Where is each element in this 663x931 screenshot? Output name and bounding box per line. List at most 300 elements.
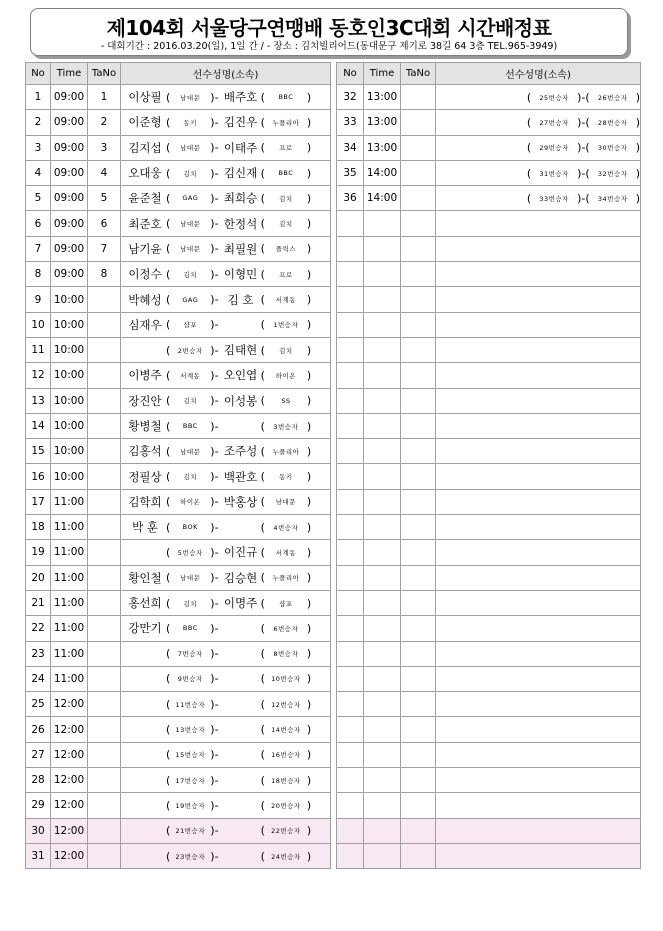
player-affiliation: 남대문 bbox=[180, 245, 201, 254]
punct: ) bbox=[306, 495, 312, 509]
table-row bbox=[26, 641, 331, 666]
punct: ( bbox=[166, 343, 171, 357]
punct: ) bbox=[306, 419, 312, 433]
player-name: 강만기 bbox=[128, 621, 162, 636]
punct: ) bbox=[577, 115, 582, 129]
table-row bbox=[337, 793, 641, 818]
cell-empty bbox=[337, 413, 364, 438]
player-affiliation: 누플리아 bbox=[272, 118, 300, 127]
cell-match bbox=[121, 540, 331, 565]
punct: ( bbox=[260, 672, 265, 686]
punct: ( bbox=[166, 824, 171, 838]
player-affiliation: 서계동 bbox=[180, 371, 201, 380]
punct: - bbox=[214, 470, 219, 484]
cell-empty bbox=[436, 287, 641, 312]
player-1 bbox=[124, 418, 215, 434]
punct: ( bbox=[260, 470, 265, 484]
player-2 bbox=[221, 241, 312, 257]
player-2 bbox=[221, 570, 312, 586]
punct: ( bbox=[166, 293, 171, 307]
table-row bbox=[337, 85, 641, 110]
punct: ( bbox=[260, 723, 265, 737]
punct: ) bbox=[306, 343, 312, 357]
match-line bbox=[124, 570, 330, 586]
player-name: 박 훈 bbox=[132, 520, 158, 535]
match-line bbox=[124, 292, 330, 308]
cell-time: 11:00 bbox=[51, 515, 88, 540]
player-name: 김승현 bbox=[223, 570, 258, 585]
cell-empty bbox=[401, 717, 436, 742]
table-row bbox=[26, 489, 331, 514]
punct: ) bbox=[306, 672, 312, 686]
punct: ( bbox=[260, 545, 265, 559]
player-affiliation: 32번승자 bbox=[597, 169, 628, 178]
cell-empty bbox=[364, 236, 401, 261]
punct: ( bbox=[260, 495, 265, 509]
cell-no: 26 bbox=[26, 717, 51, 742]
player-affiliation: 12번승자 bbox=[271, 700, 301, 709]
cell-empty bbox=[401, 439, 436, 464]
cell-match bbox=[121, 464, 331, 489]
cell-no: 30 bbox=[26, 818, 51, 843]
col-header-time: Time bbox=[51, 63, 88, 85]
table-row bbox=[26, 768, 331, 793]
player-name: 최희승 bbox=[223, 191, 258, 206]
player-name: 박혜성 bbox=[128, 292, 162, 307]
punct: ( bbox=[166, 115, 171, 129]
cell-match bbox=[121, 439, 331, 464]
punct: ( bbox=[166, 470, 171, 484]
table-row bbox=[26, 262, 331, 287]
player-affiliation: 21번승자 bbox=[175, 827, 206, 836]
player-affiliation: 김치 bbox=[183, 473, 198, 482]
punct: - bbox=[214, 166, 219, 180]
cell-empty bbox=[436, 590, 641, 615]
table-row bbox=[26, 135, 331, 160]
player-2 bbox=[221, 647, 312, 660]
punct: ) bbox=[306, 748, 312, 762]
player-affiliation: 4번승자 bbox=[273, 523, 299, 532]
cell-empty bbox=[337, 363, 364, 388]
table-row bbox=[337, 439, 641, 464]
cell-tano bbox=[401, 85, 436, 110]
punct: ) bbox=[306, 242, 312, 256]
match-line bbox=[439, 116, 640, 129]
punct: ( bbox=[166, 773, 171, 787]
cell-empty bbox=[364, 565, 401, 590]
player-name: 김학희 bbox=[128, 494, 162, 509]
cell-tano bbox=[88, 843, 121, 868]
cell-match bbox=[121, 160, 331, 185]
player-affiliation: 23번승자 bbox=[175, 852, 206, 861]
cell-empty bbox=[337, 717, 364, 742]
cell-no: 6 bbox=[26, 211, 51, 236]
cell-no: 27 bbox=[26, 742, 51, 767]
cell-no: 33 bbox=[337, 110, 364, 135]
player-affiliation: BOK bbox=[182, 523, 198, 532]
cell-empty bbox=[401, 793, 436, 818]
punct: ) bbox=[210, 621, 215, 635]
cell-time: 14:00 bbox=[364, 160, 401, 185]
cell-empty bbox=[436, 793, 641, 818]
punct: ( bbox=[166, 166, 171, 180]
cell-time: 11:00 bbox=[51, 540, 88, 565]
cell-empty bbox=[436, 843, 641, 868]
punct: - bbox=[581, 191, 586, 205]
punct: ) bbox=[306, 141, 312, 155]
cell-time: 10:00 bbox=[51, 464, 88, 489]
cell-no: 7 bbox=[26, 236, 51, 261]
match-line bbox=[124, 266, 330, 282]
table-row bbox=[337, 363, 641, 388]
punct: ( bbox=[166, 798, 171, 812]
cell-tano bbox=[401, 160, 436, 185]
cell-empty bbox=[337, 641, 364, 666]
match-line bbox=[124, 647, 330, 660]
cell-tano bbox=[401, 135, 436, 160]
cell-no: 24 bbox=[26, 666, 51, 691]
punct: ) bbox=[306, 394, 312, 408]
cell-empty bbox=[436, 439, 641, 464]
player-1 bbox=[124, 748, 215, 761]
player-2 bbox=[221, 393, 312, 409]
cell-no: 15 bbox=[26, 439, 51, 464]
cell-empty bbox=[337, 742, 364, 767]
player-1 bbox=[124, 620, 215, 636]
cell-time: 11:00 bbox=[51, 666, 88, 691]
cell-empty bbox=[364, 413, 401, 438]
table-row bbox=[337, 768, 641, 793]
cell-empty bbox=[401, 843, 436, 868]
cell-time: 09:00 bbox=[51, 211, 88, 236]
cell-empty bbox=[436, 565, 641, 590]
punct: ) bbox=[210, 90, 215, 104]
table-row bbox=[337, 287, 641, 312]
player-1 bbox=[124, 647, 215, 660]
punct: - bbox=[214, 419, 219, 433]
cell-empty bbox=[364, 337, 401, 362]
punct: ( bbox=[166, 419, 171, 433]
cell-no: 25 bbox=[26, 692, 51, 717]
player-affiliation: 김치 bbox=[279, 194, 293, 203]
cell-time: 11:00 bbox=[51, 565, 88, 590]
player-2 bbox=[221, 367, 312, 383]
cell-empty bbox=[337, 540, 364, 565]
cell-empty bbox=[401, 464, 436, 489]
table-row bbox=[337, 717, 641, 742]
cell-empty bbox=[364, 616, 401, 641]
punct: ) bbox=[210, 115, 215, 129]
cell-no: 8 bbox=[26, 262, 51, 287]
punct: ( bbox=[260, 798, 265, 812]
cell-match bbox=[121, 236, 331, 261]
player-2 bbox=[221, 698, 312, 711]
player-name: 이준형 bbox=[128, 115, 162, 130]
cell-tano: 2 bbox=[88, 110, 121, 135]
punct: ) bbox=[210, 571, 215, 585]
player-name: 홍선희 bbox=[128, 596, 162, 611]
cell-time: 09:00 bbox=[51, 85, 88, 110]
cell-empty bbox=[364, 312, 401, 337]
player-affiliation: 1번승자 bbox=[273, 321, 299, 330]
player-affiliation: 11번승자 bbox=[175, 700, 206, 709]
cell-empty bbox=[337, 590, 364, 615]
punct: ( bbox=[585, 141, 590, 155]
player-affiliation: 플릭스 bbox=[275, 245, 297, 254]
match-line bbox=[124, 342, 330, 358]
cell-empty bbox=[364, 540, 401, 565]
player-affiliation: 33번승자 bbox=[539, 194, 569, 203]
player-affiliation: 남대문 bbox=[180, 574, 201, 583]
table-row bbox=[337, 515, 641, 540]
player-affiliation: 9번승자 bbox=[177, 675, 203, 684]
player-2 bbox=[221, 342, 312, 358]
punct: ) bbox=[210, 368, 215, 382]
player-affiliation: 27번승자 bbox=[539, 118, 569, 127]
player-2 bbox=[221, 850, 312, 863]
punct: - bbox=[214, 267, 219, 281]
table-row bbox=[26, 540, 331, 565]
player-1 bbox=[527, 116, 586, 129]
punct: ) bbox=[306, 697, 312, 711]
cell-empty bbox=[337, 818, 364, 843]
cell-no: 19 bbox=[26, 540, 51, 565]
cell-no: 11 bbox=[26, 337, 51, 362]
player-affiliation: 29번승자 bbox=[539, 144, 569, 153]
cell-match bbox=[121, 262, 331, 287]
cell-tano: 8 bbox=[88, 262, 121, 287]
punct: - bbox=[214, 723, 219, 737]
punct: ) bbox=[306, 267, 312, 281]
punct: ) bbox=[306, 293, 312, 307]
player-1 bbox=[124, 672, 215, 685]
player-1 bbox=[124, 546, 215, 559]
player-2 bbox=[585, 167, 640, 180]
cell-empty bbox=[364, 843, 401, 868]
cell-no: 12 bbox=[26, 363, 51, 388]
table-row bbox=[26, 515, 331, 540]
punct: ( bbox=[166, 545, 171, 559]
match-line bbox=[124, 698, 330, 711]
player-affiliation: 19번승자 bbox=[175, 801, 206, 810]
table-header-row bbox=[337, 63, 641, 85]
cell-empty bbox=[337, 211, 364, 236]
match-line bbox=[124, 89, 330, 105]
table-row bbox=[26, 742, 331, 767]
punct: ( bbox=[260, 444, 265, 458]
cell-tano bbox=[88, 717, 121, 742]
player-affiliation: 18번승자 bbox=[271, 776, 301, 785]
player-2 bbox=[221, 89, 312, 105]
cell-empty bbox=[401, 287, 436, 312]
punct: ( bbox=[260, 343, 265, 357]
player-affiliation: 동키 bbox=[279, 473, 293, 482]
player-1 bbox=[124, 698, 215, 711]
cell-empty bbox=[364, 666, 401, 691]
cell-tano bbox=[88, 793, 121, 818]
punct: ) bbox=[306, 647, 312, 661]
player-name: 김태현 bbox=[223, 343, 258, 358]
player-name: 장진안 bbox=[128, 393, 162, 408]
cell-empty bbox=[337, 388, 364, 413]
cell-empty bbox=[436, 363, 641, 388]
cell-time: 10:00 bbox=[51, 388, 88, 413]
cell-tano bbox=[88, 363, 121, 388]
punct: - bbox=[214, 343, 219, 357]
table-row bbox=[337, 211, 641, 236]
punct: ( bbox=[166, 318, 171, 332]
player-affiliation: 서계동 bbox=[275, 548, 297, 557]
punct: - bbox=[214, 191, 219, 205]
col-header-no: No bbox=[337, 63, 364, 85]
player-affiliation: BBC bbox=[182, 624, 198, 633]
player-affiliation: 김치 bbox=[183, 599, 198, 608]
player-affiliation: SS bbox=[281, 396, 291, 405]
cell-empty bbox=[364, 515, 401, 540]
punct: ) bbox=[210, 444, 215, 458]
table-row bbox=[26, 160, 331, 185]
cell-empty bbox=[401, 768, 436, 793]
punct: - bbox=[214, 697, 219, 711]
player-2 bbox=[221, 672, 312, 685]
table-row bbox=[337, 692, 641, 717]
cell-empty bbox=[401, 413, 436, 438]
table-row bbox=[337, 666, 641, 691]
cell-no: 2 bbox=[26, 110, 51, 135]
cell-empty bbox=[436, 211, 641, 236]
player-1 bbox=[527, 141, 586, 154]
cell-empty bbox=[436, 641, 641, 666]
match-line bbox=[124, 418, 330, 434]
match-line bbox=[124, 519, 330, 535]
cell-empty bbox=[436, 818, 641, 843]
table-row bbox=[26, 666, 331, 691]
cell-empty bbox=[436, 489, 641, 514]
player-2 bbox=[221, 140, 312, 156]
cell-empty bbox=[401, 236, 436, 261]
cell-empty bbox=[401, 565, 436, 590]
punct: ) bbox=[635, 191, 640, 205]
cell-empty bbox=[364, 287, 401, 312]
cell-match bbox=[121, 692, 331, 717]
punct: ( bbox=[260, 849, 265, 863]
cell-empty bbox=[436, 413, 641, 438]
table-row bbox=[337, 312, 641, 337]
table-row bbox=[337, 565, 641, 590]
table-row bbox=[337, 186, 641, 211]
punct: ) bbox=[306, 545, 312, 559]
cell-empty bbox=[364, 590, 401, 615]
cell-empty bbox=[337, 337, 364, 362]
player-2 bbox=[221, 521, 312, 534]
cell-time: 10:00 bbox=[51, 287, 88, 312]
cell-match bbox=[121, 843, 331, 868]
punct: - bbox=[581, 166, 586, 180]
player-name: 황인철 bbox=[128, 570, 162, 585]
player-affiliation: 김치 bbox=[183, 169, 198, 178]
punct: ( bbox=[260, 697, 265, 711]
punct: ) bbox=[306, 824, 312, 838]
player-affiliation: 서계동 bbox=[275, 296, 297, 305]
table-row bbox=[337, 464, 641, 489]
player-2 bbox=[221, 723, 312, 736]
cell-empty bbox=[436, 540, 641, 565]
punct: ) bbox=[210, 545, 215, 559]
player-name: 윤준철 bbox=[128, 191, 162, 206]
punct: ) bbox=[635, 115, 640, 129]
cell-no: 32 bbox=[337, 85, 364, 110]
punct: ) bbox=[210, 520, 215, 534]
player-name: 이정수 bbox=[128, 267, 162, 282]
player-name: 조주성 bbox=[223, 444, 258, 459]
punct: ( bbox=[260, 596, 265, 610]
cell-empty bbox=[401, 666, 436, 691]
player-2 bbox=[221, 748, 312, 761]
cell-empty bbox=[337, 262, 364, 287]
player-affiliation: 남대문 bbox=[275, 498, 297, 507]
punct: ) bbox=[210, 343, 215, 357]
player-name: 이태주 bbox=[223, 140, 258, 155]
player-1 bbox=[124, 216, 215, 232]
table-row bbox=[337, 110, 641, 135]
cell-no: 35 bbox=[337, 160, 364, 185]
cell-time: 12:00 bbox=[51, 717, 88, 742]
player-affiliation: 15번승자 bbox=[175, 751, 206, 760]
player-name: 남기윤 bbox=[128, 241, 162, 256]
player-name: 김 호 bbox=[227, 292, 254, 307]
punct: - bbox=[214, 394, 219, 408]
punct: ( bbox=[166, 444, 171, 458]
cell-match bbox=[121, 515, 331, 540]
cell-tano bbox=[88, 439, 121, 464]
punct: ( bbox=[260, 394, 265, 408]
player-1 bbox=[124, 165, 215, 181]
match-line bbox=[124, 620, 330, 636]
cell-empty bbox=[401, 211, 436, 236]
player-affiliation: 25번승자 bbox=[539, 93, 569, 102]
cell-no: 9 bbox=[26, 287, 51, 312]
player-1 bbox=[124, 774, 215, 787]
cell-match bbox=[121, 388, 331, 413]
punct: ) bbox=[635, 141, 640, 155]
table-row bbox=[26, 818, 331, 843]
cell-time: 14:00 bbox=[364, 186, 401, 211]
cell-tano bbox=[88, 616, 121, 641]
player-2 bbox=[585, 192, 640, 205]
cell-time: 12:00 bbox=[51, 768, 88, 793]
cell-empty bbox=[436, 768, 641, 793]
match-line bbox=[124, 140, 330, 156]
player-affiliation: 22번승자 bbox=[271, 827, 301, 836]
table-row bbox=[337, 641, 641, 666]
punct: ) bbox=[306, 520, 312, 534]
cell-tano: 5 bbox=[88, 186, 121, 211]
cell-empty bbox=[401, 692, 436, 717]
cell-empty bbox=[337, 616, 364, 641]
punct: ( bbox=[260, 647, 265, 661]
punct: ( bbox=[166, 217, 171, 231]
punct: ) bbox=[210, 824, 215, 838]
punct: ( bbox=[260, 115, 265, 129]
table-row bbox=[26, 388, 331, 413]
player-name: 김진우 bbox=[223, 115, 258, 130]
cell-empty bbox=[436, 616, 641, 641]
cell-tano bbox=[88, 641, 121, 666]
punct: ( bbox=[260, 141, 265, 155]
cell-empty bbox=[401, 312, 436, 337]
cell-tano bbox=[401, 110, 436, 135]
cell-time: 12:00 bbox=[51, 692, 88, 717]
